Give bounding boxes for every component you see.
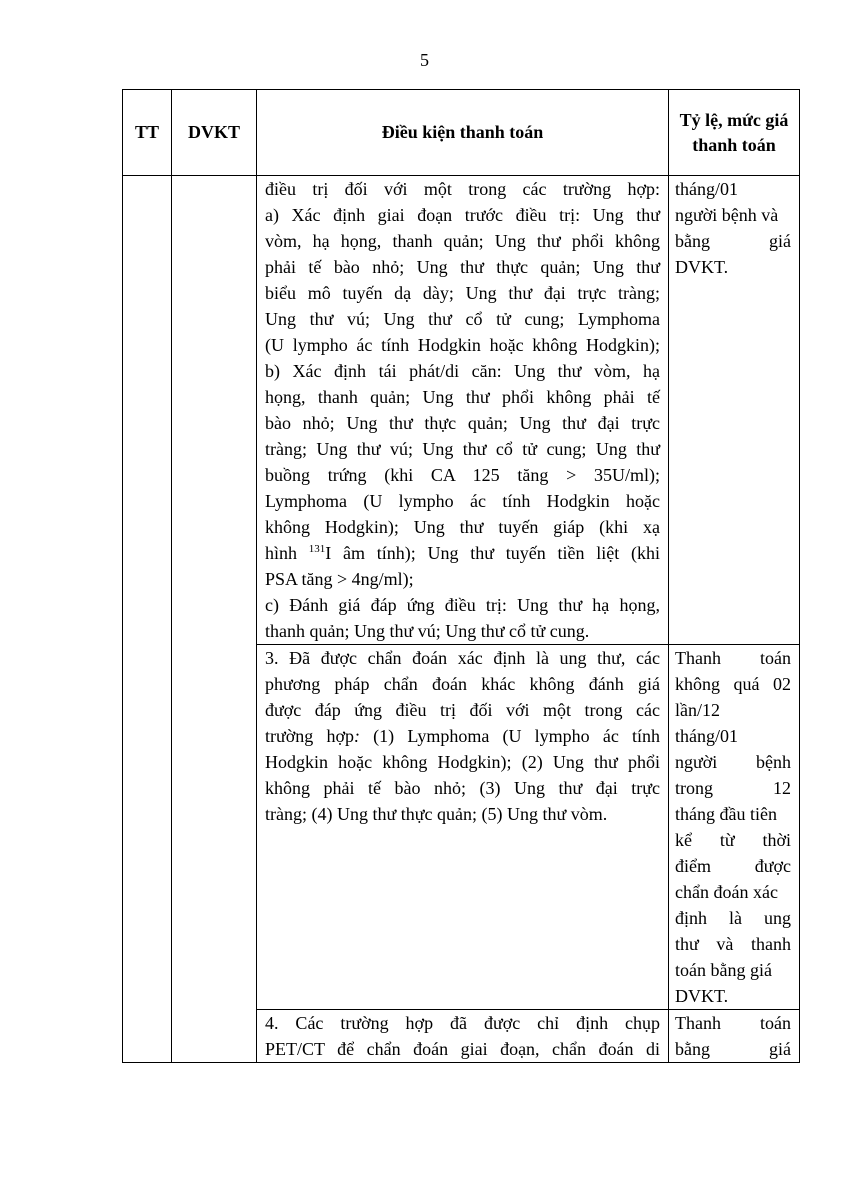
- text-line: phải tế bào nhỏ; Ung thư thực quản; Ung thư: [265, 257, 660, 277]
- text-line: bằng giá: [675, 231, 791, 251]
- text-line: Hodgkin hoặc không Hodgkin); (2) Ung thư phổi: [265, 752, 660, 772]
- text-line: (U lympho ác tính Hodgkin hoặc không Hodgkin);: [265, 335, 660, 355]
- rate-cell-4: [669, 1010, 800, 1063]
- text-line: c) Đánh giá đáp ứng điều trị: Ung thư hạ họng,: [265, 595, 660, 615]
- header-condition: Điều kiện thanh toán: [257, 90, 669, 176]
- text-line: không quá 02: [675, 674, 791, 694]
- text-line: định là ung: [675, 908, 791, 928]
- text-line: Thanh toán: [675, 648, 791, 668]
- text-line: trong 12: [675, 778, 791, 798]
- text-line: thư và thanh: [675, 934, 791, 954]
- text-line: a) Xác định giai đoạn trước điều trị: Ung thư: [265, 205, 660, 225]
- text-line: PET/CT để chẩn đoán giai đoạn, chẩn đoán di: [265, 1039, 660, 1059]
- header-tt: TT: [123, 90, 172, 176]
- text-line: bằng giá: [675, 1039, 791, 1059]
- header-rate: Tỷ lệ, mức giá thanh toán: [669, 90, 800, 176]
- text-line: họng, thanh quản; Ung thư phổi không phải tế: [265, 387, 660, 407]
- text-line: tràng; Ung thư vú; Ung thư cổ tử cung; Ung thư: [265, 439, 660, 459]
- text-prefix: trường hợp: [265, 726, 354, 746]
- condition-cell-2: [257, 176, 669, 645]
- payment-conditions-table: [122, 89, 800, 1063]
- text-line: DVKT.: [675, 257, 729, 277]
- rate-cell-3: [669, 645, 800, 1010]
- text-line: phương pháp chẩn đoán khác không đánh giá: [265, 674, 660, 694]
- text-rest: I âm tính); Ung thư tuyến tiền liệt (khi: [325, 543, 661, 563]
- rate-cell-2: [669, 176, 800, 645]
- text-line: bào nhỏ; Ung thư thực quản; Ung thư đại trực: [265, 413, 660, 433]
- text-line: b) Xác định tái phát/di căn: Ung thư vòm, hạ: [265, 361, 660, 381]
- text-line: tháng đầu tiên: [675, 804, 777, 824]
- text-line: không Hodgkin); Ung thư tuyến giáp (khi xạ: [265, 517, 660, 537]
- text-line: người bệnh và: [675, 205, 779, 225]
- header-dvkt: DVKT: [172, 90, 257, 176]
- text-line: buồng trứng (khi CA 125 tăng > 35U/ml);: [265, 465, 660, 485]
- text-line: Lymphoma (U lympho ác tính Hodgkin hoặc: [265, 491, 660, 511]
- text-line: toán bằng giá: [675, 960, 772, 980]
- text-line: được đáp ứng điều trị đối với một trong các: [265, 700, 660, 720]
- table-header-row: [123, 90, 800, 176]
- text-rest: (1) Lymphoma (U lympho ác tính: [373, 726, 660, 746]
- text-line: Thanh toán: [675, 1013, 791, 1033]
- text-line: Ung thư vú; Ung thư cổ tử cung; Lymphoma: [265, 309, 660, 329]
- condition-cell-3: [257, 645, 669, 1010]
- text-line: tháng/01: [675, 726, 738, 746]
- text-line: 3. Đã được chẩn đoán xác định là ung thư, các: [265, 648, 660, 668]
- condition-cell-4: [257, 1010, 669, 1063]
- text-line: vòm, hạ họng, thanh quản; Ung thư phổi không: [265, 231, 660, 251]
- text-line: điều trị đối với một trong các trường hợp:: [265, 179, 660, 199]
- italic-colon: :: [353, 726, 360, 746]
- text-line: tháng/01: [675, 179, 738, 199]
- page-number: 5: [420, 50, 429, 70]
- text-line-with-italic-colon: [265, 723, 660, 749]
- text-line: biểu mô tuyến dạ dày; Ung thư đại trực tràng;: [265, 283, 660, 303]
- text-line: thanh quản; Ung thư vú; Ung thư cổ tử cung.: [265, 621, 590, 641]
- text-prefix: hình: [265, 543, 298, 563]
- isotope-superscript: 131: [308, 543, 326, 555]
- text-line: người bệnh: [675, 752, 791, 772]
- text-line: không phải tế bào nhỏ; (3) Ung thư đại trực: [265, 778, 660, 798]
- text-line: tràng; (4) Ung thư thực quản; (5) Ung thư vòm.: [265, 804, 608, 824]
- text-line: điểm được: [675, 856, 791, 876]
- dvkt-cell: [172, 176, 257, 1063]
- text-line: lần/12: [675, 700, 720, 720]
- text-line: 4. Các trường hợp đã được chỉ định chụp: [265, 1013, 660, 1033]
- text-line: PSA tăng > 4ng/ml);: [265, 569, 414, 589]
- text-line-with-superscript: [265, 540, 660, 566]
- tt-cell: [123, 176, 172, 1063]
- text-line: kể từ thời: [675, 830, 791, 850]
- text-line: DVKT.: [675, 986, 729, 1006]
- table-row: [123, 176, 800, 645]
- text-line: chẩn đoán xác: [675, 882, 778, 902]
